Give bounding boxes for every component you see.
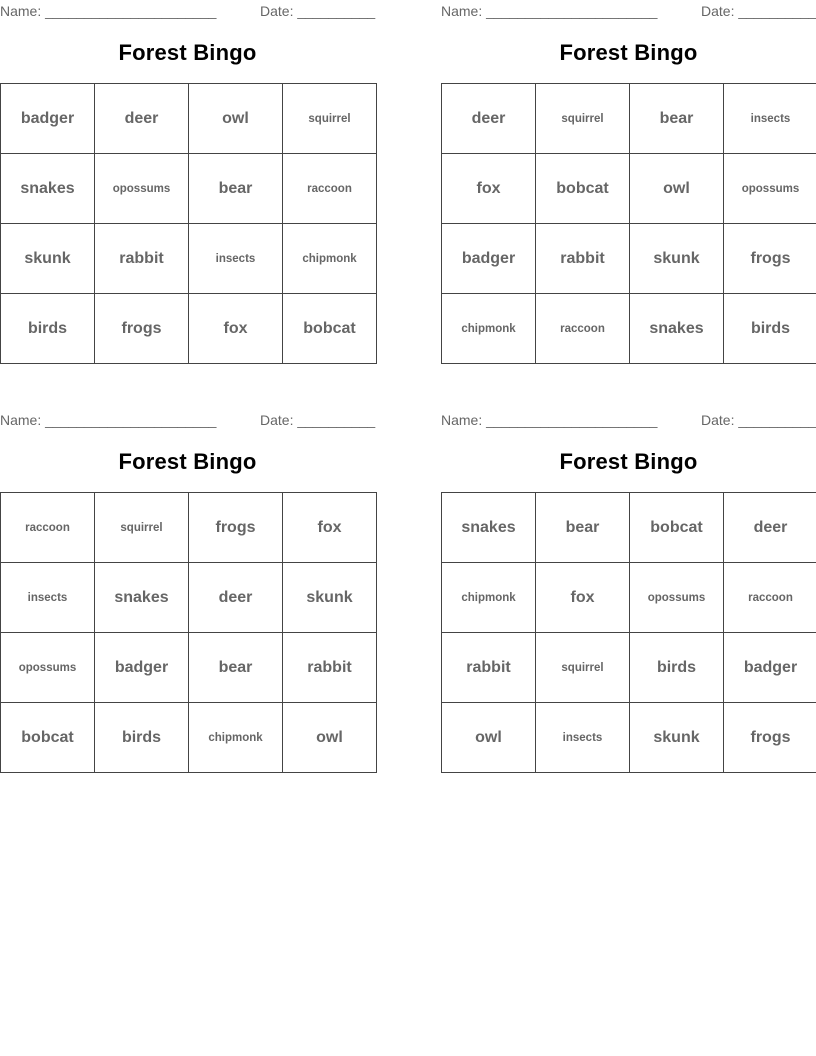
bingo-cell: skunk [1,224,95,294]
bingo-cell: opossums [95,154,189,224]
name-field-label: Name: ______________________ [441,412,658,428]
grid-row [1,154,377,224]
bingo-cell: frogs [724,703,816,773]
grid-row [442,633,816,703]
bingo-cell: fox [536,563,630,633]
bingo-cell: bear [189,633,283,703]
grid-row [442,224,816,294]
bingo-cell: bear [630,84,724,154]
bingo-cell: fox [442,154,536,224]
bingo-cell: bobcat [1,703,95,773]
grid-row [442,154,816,224]
bingo-cell: chipmonk [442,294,536,364]
bingo-cell: bobcat [536,154,630,224]
grid-row [442,84,816,154]
name-field-label: Name: ______________________ [441,3,658,19]
grid-row [442,563,816,633]
name-field-label: Name: ______________________ [0,412,217,428]
bingo-cell: insects [1,563,95,633]
bingo-cell: rabbit [536,224,630,294]
bingo-cell: birds [95,703,189,773]
card-title: Forest Bingo [118,40,257,65]
name-field-label: Name: ______________________ [0,3,217,19]
grid-row [442,493,816,563]
bingo-cell: deer [189,563,283,633]
bingo-cell: badger [724,633,816,703]
grid-row [1,224,377,294]
grid-row [1,493,377,563]
bingo-cell: birds [724,294,816,364]
card-header [441,409,816,431]
bingo-cell: snakes [630,294,724,364]
bingo-cell: raccoon [283,154,377,224]
bingo-cell: owl [630,154,724,224]
bingo-cell: opossums [630,563,724,633]
bingo-cell: squirrel [283,84,377,154]
grid-row [442,294,816,364]
grid-row [1,703,377,773]
bingo-cell: rabbit [283,633,377,703]
card-title: Forest Bingo [559,40,698,65]
bingo-cell: fox [189,294,283,364]
date-field-label: Date: __________ [701,3,816,19]
bingo-cell: chipmonk [189,703,283,773]
bingo-cell: bobcat [630,493,724,563]
bingo-grid [0,492,377,773]
card-title: Forest Bingo [559,449,698,474]
bingo-cell: rabbit [95,224,189,294]
bingo-cell: squirrel [536,633,630,703]
bingo-cell: owl [442,703,536,773]
bingo-cell: badger [95,633,189,703]
bingo-cell: frogs [95,294,189,364]
bingo-cell: snakes [1,154,95,224]
bingo-cell: bobcat [283,294,377,364]
bingo-cell: squirrel [95,493,189,563]
bingo-cell: snakes [442,493,536,563]
bingo-grid [441,492,816,773]
bingo-cell: deer [724,493,816,563]
bingo-cell: skunk [630,703,724,773]
bingo-cell: chipmonk [442,563,536,633]
bingo-cell: raccoon [724,563,816,633]
bingo-cell: owl [189,84,283,154]
bingo-cell: badger [442,224,536,294]
bingo-cell: squirrel [536,84,630,154]
grid-row [1,294,377,364]
bingo-cell: opossums [724,154,816,224]
grid-row [1,633,377,703]
card-title: Forest Bingo [118,449,257,474]
bingo-cell: insects [189,224,283,294]
bingo-grid [0,83,377,364]
bingo-cell: skunk [283,563,377,633]
bingo-cell: raccoon [1,493,95,563]
bingo-cell: bear [189,154,283,224]
date-field-label: Date: __________ [260,412,376,428]
grid-row [442,703,816,773]
bingo-cell: deer [442,84,536,154]
bingo-cell: rabbit [442,633,536,703]
bingo-cell: opossums [1,633,95,703]
bingo-cell: fox [283,493,377,563]
bingo-cell: frogs [724,224,816,294]
bingo-cell: badger [1,84,95,154]
bingo-cell: chipmonk [283,224,377,294]
bingo-cell: birds [1,294,95,364]
date-field-label: Date: __________ [701,412,816,428]
bingo-cell: frogs [189,493,283,563]
bingo-grid [441,83,816,364]
card-header [441,0,816,22]
card-header [0,0,375,22]
grid-row [1,84,377,154]
bingo-cell: owl [283,703,377,773]
card-header [0,409,375,431]
bingo-cell: skunk [630,224,724,294]
bingo-cell: bear [536,493,630,563]
bingo-cell: raccoon [536,294,630,364]
bingo-cell: insects [724,84,816,154]
grid-row [1,563,377,633]
date-field-label: Date: __________ [260,3,376,19]
bingo-cell: birds [630,633,724,703]
bingo-cell: deer [95,84,189,154]
bingo-cell: insects [536,703,630,773]
bingo-cell: snakes [95,563,189,633]
